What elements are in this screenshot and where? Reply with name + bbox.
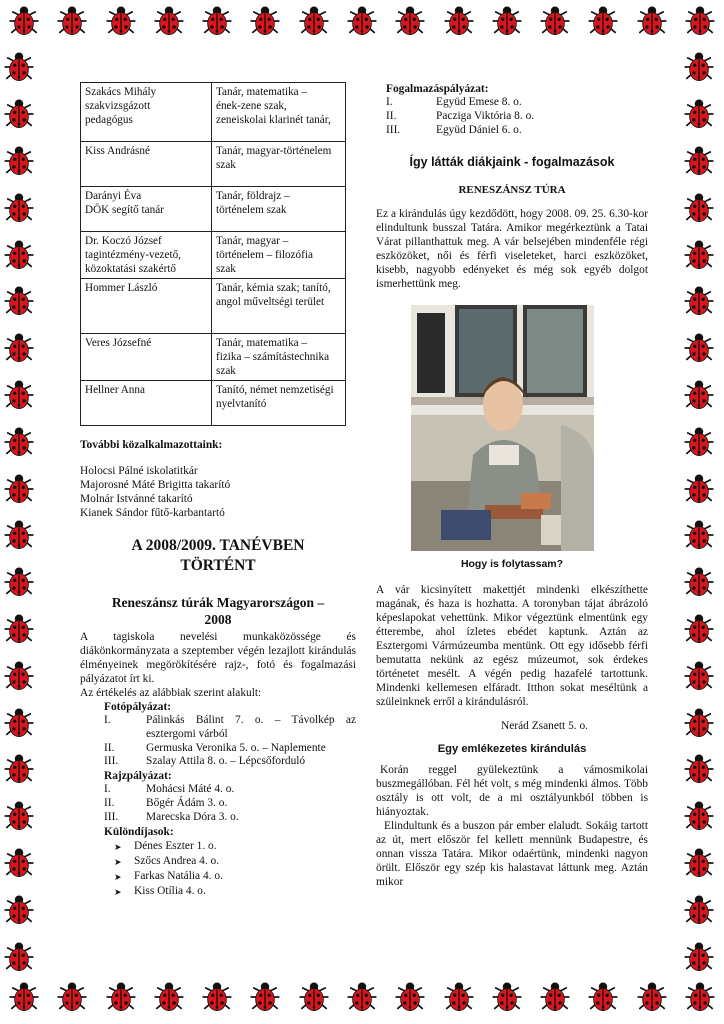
award-entry: [104, 811, 356, 825]
ladybug-icon: [682, 565, 716, 599]
section-subtitle-line: Reneszánsz túrák Magyarországon –: [111, 595, 325, 610]
ladybug-icon: [393, 4, 427, 38]
award-text: Együd Dániel 6. o.: [436, 123, 522, 136]
ladybug-icon: [538, 4, 572, 38]
staff-row: [81, 142, 346, 187]
award-entry: [104, 755, 356, 769]
ladybug-icon: [248, 4, 282, 38]
ladybug-icon: [682, 612, 716, 646]
award-text: Marecska Dóra 3. o.: [146, 810, 239, 823]
ladybug-icon: [635, 4, 669, 38]
ladybug-icon: [683, 980, 717, 1014]
ladybug-icon: [55, 4, 89, 38]
photo-girl-with-model: [411, 305, 594, 551]
ladybug-icon: [345, 980, 379, 1014]
ladybug-icon: [2, 612, 36, 646]
ladybug-icon: [104, 980, 138, 1014]
staff-row: [81, 83, 346, 142]
page-content: [80, 82, 648, 942]
ladybug-icon: [2, 518, 36, 552]
ladybug-icon: [682, 940, 716, 974]
award-entry: [104, 714, 356, 742]
other-staff: [80, 438, 356, 520]
fogalmazas-list: [386, 96, 648, 137]
ladybug-icon: [682, 706, 716, 740]
special-prize-name: Farkas Natália 4. o.: [134, 869, 223, 882]
ladybug-icon: [297, 4, 331, 38]
special-prize-item: [104, 869, 356, 884]
kulon-heading: Különdíjasok:: [104, 825, 174, 838]
special-prize-name: Dénes Eszter 1. o.: [134, 839, 217, 852]
ladybug-icon: [682, 378, 716, 412]
ladybug-icon: [200, 4, 234, 38]
ladybug-icon: [682, 472, 716, 506]
foto-heading: Fotópályázat:: [104, 701, 172, 713]
section-title-line: TÖRTÉNT: [180, 557, 256, 574]
ladybug-icon: [2, 940, 36, 974]
award-entry: [386, 124, 648, 138]
staff-name: Hellner Anna: [81, 381, 212, 426]
photo-caption: Hogy is folytassam?: [460, 558, 564, 571]
ladybug-icon: [2, 706, 36, 740]
foto-list: [104, 714, 356, 769]
ladybug-icon: [682, 659, 716, 693]
ladybug-icon: [682, 144, 716, 178]
ladybug-icon: [2, 97, 36, 131]
rajz-heading: Rajzpályázat:: [104, 770, 172, 783]
special-prize-name: Szőcs Andrea 4. o.: [134, 854, 220, 867]
ladybug-icon: [490, 4, 524, 38]
essay1-paragraph: A vár kicsinyített makettjét mindenki elkészíthette magának, és haza is hozhatta. A toronyban tájat ábrázoló képeslapokat vehettünk. Mikor végeztünk elmentünk egy étterembe, ahol ízletes ebédet kaptunk. Aztán az Esztergomi Vármúzeumba mentünk. Ott egy idősebb férfi bemutatta nekünk az egész múzeumot, sok érdekes történetet mesélt. A végén pedig hazafelé tartottunk. Mindenki kellemesen elfáradt. Itthon sokat meséltünk a szüleinknek erről a kirándulásról.: [376, 584, 648, 709]
ladybug-icon: [2, 565, 36, 599]
ladybug-icon: [442, 4, 476, 38]
ladybug-icon: [2, 425, 36, 459]
ladybug-icon: [2, 191, 36, 225]
essays-heading: Így látták diákjaink - fogalmazások: [409, 155, 615, 170]
other-staff-item: Holocsi Pálné iskolatitkár: [80, 465, 198, 477]
staff-role: Tanár, matematika – ének-zene szak, zeneiskolai klarinét tanár,: [212, 83, 346, 142]
arrow-bullet-icon: ➤: [114, 871, 122, 882]
left-column: [80, 82, 356, 899]
award-text: Együd Emese 8. o.: [436, 96, 522, 108]
award-rank: II.: [386, 109, 397, 122]
ladybug-icon: [442, 980, 476, 1014]
staff-role: Tanár, matematika – fizika – számítástechnika szak: [212, 334, 346, 381]
ladybug-border-bottom: [0, 980, 724, 1020]
ladybug-icon: [682, 284, 716, 318]
ladybug-icon: [682, 799, 716, 833]
staff-row: [81, 187, 346, 232]
ladybug-icon: [248, 980, 282, 1014]
essay1-author: Nerád Zsanett 5. o.: [501, 720, 588, 733]
rajz-list: [104, 783, 356, 824]
ladybug-icon: [7, 4, 41, 38]
ladybug-icon: [2, 659, 36, 693]
arrow-bullet-icon: ➤: [114, 856, 122, 867]
fogalmazas-heading: Fogalmazáspályázat:: [386, 83, 489, 95]
ladybug-icon: [393, 980, 427, 1014]
section-subtitle-line: 2008: [204, 612, 232, 627]
essay2-paragraph: Korán reggel gyülekeztünk a vámosmikolai buszmegállóban. Fél hét volt, s még mindenki álmos. Több osztály is ott volt, de a mi osztályunkból többen is hiányoztak.: [376, 764, 648, 819]
staff-row: [81, 279, 346, 334]
special-prize-item: [104, 884, 356, 899]
ladybug-icon: [683, 4, 717, 38]
ladybug-icon: [2, 799, 36, 833]
ladybug-icon: [682, 97, 716, 131]
award-text: Mohácsi Máté 4. o.: [146, 783, 235, 796]
arrow-bullet-icon: ➤: [114, 841, 122, 852]
staff-name: Veres Józsefné: [81, 334, 212, 381]
special-prize-item: [104, 854, 356, 869]
kulon-list: [104, 839, 356, 899]
award-rank: II.: [104, 741, 115, 754]
award-rank: II.: [104, 796, 115, 809]
ladybug-icon: [586, 4, 620, 38]
essay2-title: Egy emlékezetes kirándulás: [437, 743, 587, 756]
ladybug-icon: [490, 980, 524, 1014]
ladybug-icon: [104, 4, 138, 38]
results-line: Az értékelés az alábbiak szerint alakult:: [80, 687, 262, 699]
award-text: Germuska Veronika 5. o. – Naplemente: [146, 741, 326, 754]
award-rank: III.: [104, 810, 119, 823]
essay1-paragraph: Ez a kirándulás úgy kezdődött, hogy 2008. 09. 25. 6.30-kor elindultunk busszal Tatára. Amikor megérkeztünk a Tatai Várat pillanthattuk meg. A vár belsejében mindenféle régi eszközöket, női és férfi viseleteket, harci eszközöket, kisebb, nagyobb edényeket és még sok egyéb dolgot ismerhettünk meg.: [376, 208, 648, 291]
ladybug-icon: [2, 846, 36, 880]
ladybug-icon: [7, 980, 41, 1014]
special-prize-item: [104, 839, 356, 854]
staff-name: Darányi Éva DÖK segítő tanár: [81, 187, 212, 232]
staff-role: Tanár, magyar-történelem szak: [212, 142, 346, 187]
award-entry: [104, 797, 356, 811]
staff-name: Hommer László: [81, 279, 212, 334]
staff-row: [81, 334, 346, 381]
ladybug-border-top: [0, 4, 724, 44]
award-rank: I.: [104, 783, 111, 796]
ladybug-icon: [297, 980, 331, 1014]
ladybug-icon: [200, 980, 234, 1014]
staff-role: Tanár, magyar – történelem – filozófia szak: [212, 232, 346, 279]
ladybug-icon: [538, 980, 572, 1014]
ladybug-icon: [682, 518, 716, 552]
award-entry: [104, 742, 356, 756]
section-subtitle: [80, 594, 356, 628]
ladybug-icon: [2, 238, 36, 272]
ladybug-icon: [152, 980, 186, 1014]
arrow-bullet-icon: ➤: [114, 886, 122, 897]
ladybug-icon: [152, 4, 186, 38]
award-entry: [386, 96, 648, 110]
award-rank: III.: [386, 123, 401, 136]
ladybug-icon: [2, 284, 36, 318]
award-rank: I.: [386, 96, 393, 108]
award-rank: III.: [104, 755, 119, 768]
staff-name: Kiss Andrásné: [81, 142, 212, 187]
staff-name: Szakács Mihály szakvizsgázott pedagógus: [81, 83, 212, 142]
photo-illustration: [411, 305, 594, 551]
ladybug-icon: [2, 144, 36, 178]
award-rank: I.: [104, 714, 111, 726]
staff-row: [81, 381, 346, 426]
staff-table: [80, 82, 346, 426]
ladybug-icon: [2, 331, 36, 365]
section-title-line: A 2008/2009. TANÉVBEN: [131, 537, 305, 554]
award-text: Bőgér Ádám 3. o.: [146, 796, 228, 809]
ladybug-icon: [682, 846, 716, 880]
ladybug-icon: [682, 331, 716, 365]
ladybug-icon: [682, 191, 716, 225]
ladybug-border-left: [2, 44, 42, 980]
ladybug-icon: [635, 980, 669, 1014]
award-text: Szalay Attila 8. o. – Lépcsőforduló: [146, 755, 306, 768]
ladybug-icon: [682, 893, 716, 927]
ladybug-icon: [2, 50, 36, 84]
staff-role: Tanító, német nemzetiségi nyelvtanító: [212, 381, 346, 426]
award-entry: [386, 110, 648, 124]
award-text: Pálinkás Bálint 7. o. – Távolkép az esztergomi várból: [146, 714, 356, 740]
section-intro: A tagiskola nevelési munkaközössége és diákönkormányzata a szeptember végén lezajlott kirándulás élményeinek megörökítésére rajz-, fotó és fogalmazási pályázatot írt ki.: [80, 631, 356, 685]
staff-role: Tanár, kémia szak; tanító, angol műveltségi terület: [212, 279, 346, 334]
ladybug-border-right: [682, 44, 722, 980]
ladybug-icon: [682, 425, 716, 459]
ladybug-icon: [55, 980, 89, 1014]
ladybug-icon: [2, 378, 36, 412]
special-prize-name: Kiss Otília 4. o.: [134, 884, 206, 897]
right-column: [376, 82, 648, 889]
essay1-title: RENESZÁNSZ TÚRA: [458, 184, 566, 197]
staff-role: Tanár, földrajz – történelem szak: [212, 187, 346, 232]
ladybug-icon: [2, 893, 36, 927]
other-staff-item: Kianek Sándor fűtő-karbantartó: [80, 507, 225, 519]
ladybug-icon: [2, 752, 36, 786]
ladybug-icon: [682, 752, 716, 786]
section-title: [80, 536, 356, 576]
other-staff-item: Majorosné Máté Brigitta takarító: [80, 479, 231, 491]
ladybug-icon: [345, 4, 379, 38]
other-staff-heading: További közalkalmazottaink:: [80, 439, 223, 451]
ladybug-icon: [682, 238, 716, 272]
ladybug-icon: [2, 472, 36, 506]
essay2-paragraph: Elindultunk és a buszon pár ember elaludt. Sokáig tartott az út, mert először fel kellett mennünk Budapestre, és onnan vissza Tatára. Mikor odaértünk, mindenki nagyon örült. Először egy szép kis halastavat láttunk meg. Aztán mikor: [376, 820, 648, 889]
staff-row: [81, 232, 346, 279]
staff-name: Dr. Koczó József tagintézmény-vezető, közoktatási szakértő: [81, 232, 212, 279]
other-staff-item: Molnár Istvánné takarító: [80, 493, 193, 505]
award-text: Pacziga Viktória 8. o.: [436, 109, 535, 122]
ladybug-icon: [682, 50, 716, 84]
award-entry: [104, 783, 356, 797]
ladybug-icon: [586, 980, 620, 1014]
